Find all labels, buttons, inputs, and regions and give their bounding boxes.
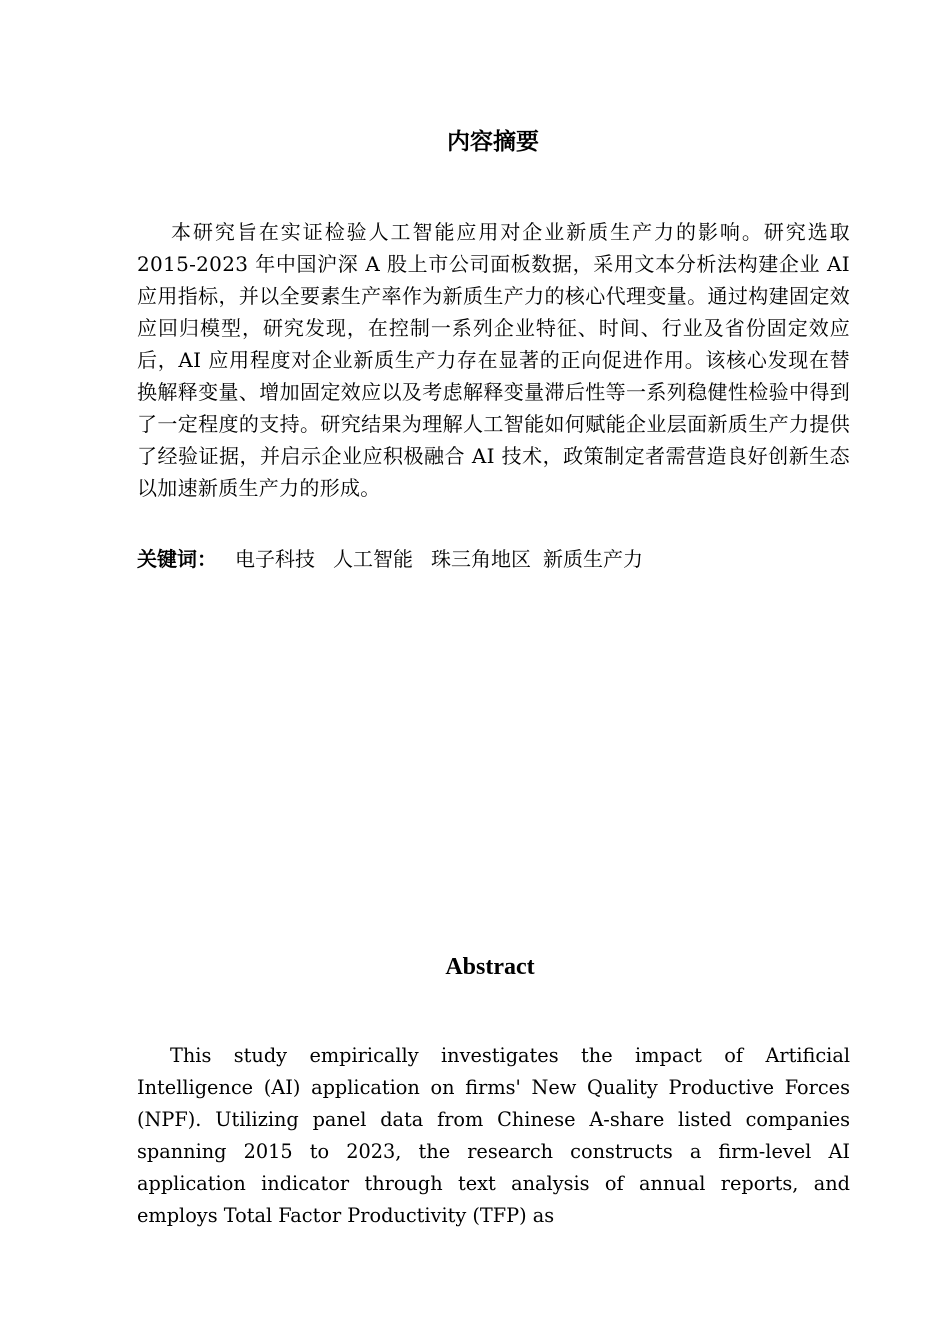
keywords-label: 关键词： — [137, 547, 217, 571]
keyword-item: 电子科技 — [235, 547, 315, 571]
english-abstract-body: This study empirically investigates the impact of Artificial Intelligence (AI) application on firms' New Quality Productive Forces (NPF). Utilizing panel data from Chinese A-share listed companies spanning 2015 to 2023, the research constructs a firm-level AI application indicator through text analysis of annual reports, and employs Total Factor Productivity (TFP) as — [137, 1044, 850, 1227]
chinese-abstract-title: 内容摘要 — [447, 129, 539, 155]
keyword-item: 珠三角地区 — [431, 547, 531, 571]
keywords-line — [137, 543, 850, 575]
chinese-abstract-body: 本研究旨在实证检验人工智能应用对企业新质生产力的影响。研究选取 2015-2023 年中国沪深 A 股上市公司面板数据，采用文本分析法构建企业 AI 应用指标，并以全要素生产率作为新质生产力的核心代理变量。通过构建固定效应回归模型，研究发现，在控制一系列企业特征、时间、行业及省份固定效应后，AI 应用程度对企业新质生产力存在显著的正向促进作用。该核心发现在替换解释变量、增加固定效应以及考虑解释变量滞后性等一系列稳健性检验中得到了一定程度的支持。研究结果为理解人工智能如何赋能企业层面新质生产力提供了经验证据，并启示企业应积极融合 AI 技术，政策制定者需营造良好创新生态以加速新质生产力的形成。 — [137, 220, 850, 500]
keyword-item: 人工智能 — [333, 547, 413, 571]
keyword-item: 新质生产力 — [543, 547, 643, 571]
english-abstract-title: Abstract — [445, 954, 535, 980]
